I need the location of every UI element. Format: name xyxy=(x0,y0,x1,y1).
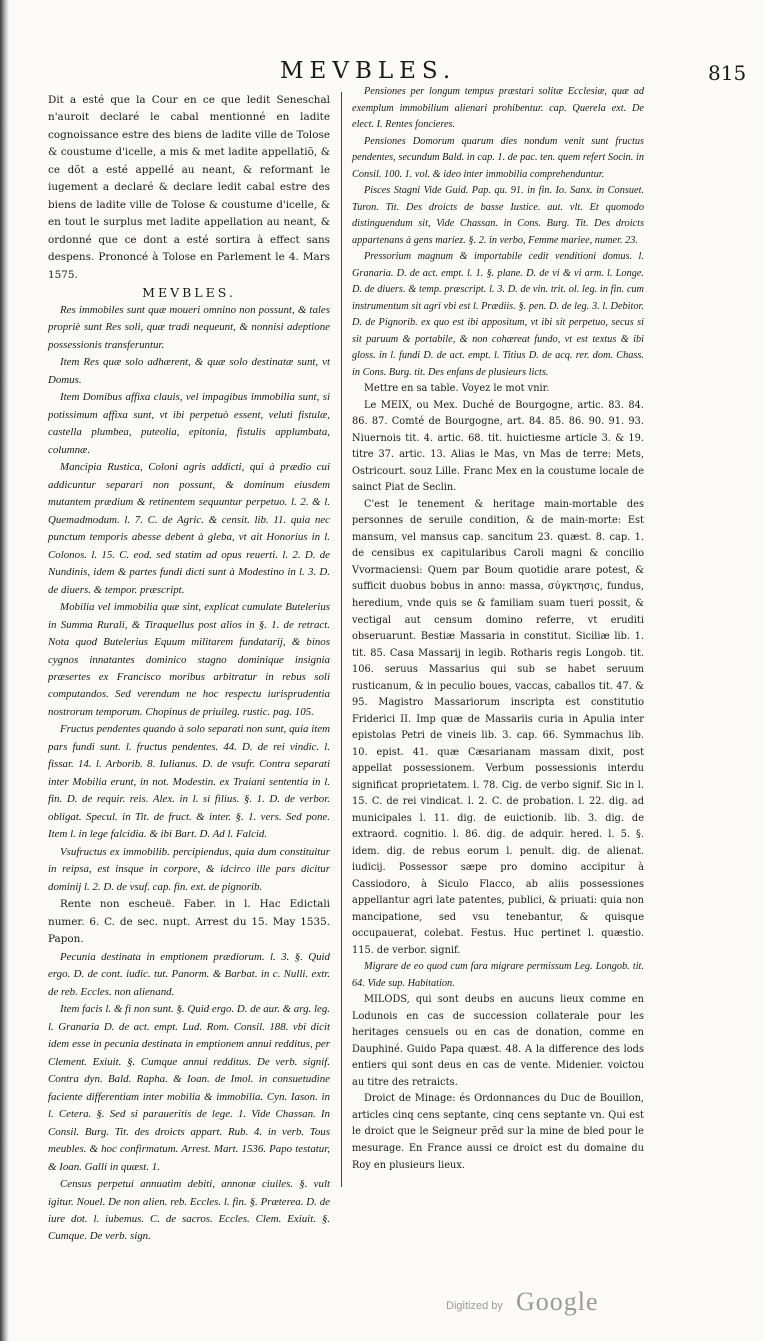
right-column xyxy=(352,84,644,1174)
paragraph: Res immobiles sunt quæ moueri omnino non possunt, & tales propriè sunt Res soli, quæ tradi nequeunt, & nonnisi adeptione possessionis transferuntur. xyxy=(48,303,330,351)
left-column xyxy=(48,92,330,1246)
paragraph: Mettre en sa table. Voyez le mot vnir. xyxy=(364,383,550,395)
google-logo: Google xyxy=(516,1287,599,1316)
page-number: 815 xyxy=(708,61,747,85)
paragraph: Item facis l. & fi non sunt. §. Quid ergo. D. de aur. & arg. leg. l. Granaria D. de act. empt. Lud. Rom. Consil. 188. vbi dicit idem esse in pecunia destinata in emptionem annui redditus, per Clement. Exiuit. §. Cumque annui redditus. De verb. signif. Contra dyn. Bald. Rapha. & Ioan. de Imol. in consuetudine faciente differentiam inter mobilia & immobilia. Cyn. Iason. in l. Cetera. §. Sed si paraueritis de lege. 1. Vide Chassan. In Consil. Burg. Tit. des droicts appart. Rub. 4. in verb. Tous meubles. & hoc confirmatum. Arrest. Mart. 1536. Papo testatur, & Ioan. Galli in quæst. 1. xyxy=(48,1003,330,1173)
paragraph: Fructus pendentes quando à solo separati non sunt, quia item pars fundi sunt. l. fructus pendentes. 44. D. de rei vindic. l. fissar. 14. l. Arborib. 8. Iulianus. D. de vsufr. Contra separati inter Mobilia erunt, in not. Modestin. ex Traiani sententia in l. fin. D. de requir. reis. Alex. in l. si filius. §. 1. D. de verbor. obligat. Specul. in Tit. de fruct. & inter. §. 1. vers. Sed pone. Item l. in lege falcidia. & ibi Bart. D. Ad l. Falcid. xyxy=(48,723,330,841)
paragraph: Le MEIX, ou Mex. Duché de Bourgogne, artic. 83. 84. 86. 87. Comté de Bourgogne, art. 84. 85. 86. 90. 91. 93. Niuernois tit. 4. artic. 68. tit. huictiesme article 3. & 19. titre 37. artic. 13. Alias le Mas, vn Mas de terre: Mets, Ostricourt. souz Lille. Franc Mex en la coustume locale de sainct Piat de Seclin. xyxy=(352,399,644,494)
paragraph: Rente non escheuë. Faber. in l. Hac Edictali numer. 6. C. de sec. nupt. Arrest du 15. May 1535. Papon. xyxy=(48,898,330,946)
column-divider xyxy=(341,92,342,1187)
running-head: MEVBLES. xyxy=(280,58,457,84)
paragraph: Census perpetui annuatim debiti, annonæ ciuiles. §. vult igitur. Nouel. De non alien. reb. Eccles. l. fin. §. Præterea. D. de iure dot. l. iubemus. C. de sacros. Eccles. Clem. Exiuit. §. Cumque. De verb. sign. xyxy=(48,1178,330,1243)
paragraph: Pensiones per longum tempus præstari solitæ Ecclesiæ, quæ ad exemplum immobilium alienari prohibentur. cap. Querela ext. De elect. I. Rentes foncieres. xyxy=(352,86,644,131)
google-watermark xyxy=(444,1287,604,1319)
opening-paragraph: Dit a esté que la Cour en ce que ledit Seneschal n'auroit declaré le cabal mentionné en ladite cognoissance estre des biens de ladite ville de Tolose & coustume d'icelle, a mis & met ladite appellatiõ, & ce dõt a esté appellé au neant, & reformant le iugement a declaré & declare ledit cabal estre des biens de ladite ville de Tolose & coustume d'icelle, & en tout le surplus met ladite appellation au neant, & ordonné que ce dont a esté sortira à effect sans despens. Prononcé à Tolose en Parlement le 4. Mars 1575. xyxy=(48,94,330,281)
paragraph: Item Res quæ solo adhærent, & quæ solo destinatæ sunt, vt Domus. xyxy=(48,356,330,386)
paragraph: Migrare de eo quod cum fara migrare permissum Leg. Longob. tit. 64. Vide sup. Habitation. xyxy=(352,961,644,989)
digitized-by-text: Digitized by xyxy=(446,1300,503,1312)
paragraph: Mobilia vel immobilia quæ sint, explicat cumulate Butelerius in Summa Rurali, & Tiraquellus post alios in §. 1. de retract. Nota quod Butelerius Equum militarem fundatarij, & binos cygnos innatantes dominico stagno dominique insignia præsertes ex Francisco moribus arbitratur in rebus soli computandos. Sed verendum ne hoc respectu iurisprudentia nostrorum temporum. Chopinus de priuileg. rustic. pag. 105. xyxy=(48,601,330,718)
paragraph: Pecunia destinata in emptionem prædiorum. l. 3. §. Quid ergo. D. de cont. iudic. tut. Panorm. & Barbat. in c. Nulli. extr. de reb. Eccles. non alienand. xyxy=(48,950,330,998)
paragraph: MILODS, qui sont deubs en aucuns lieux comme en Lodunois en cas de succession collaterale pour les heritages censuels ou en cas de donation, comme en Dauphiné. Guido Papa quæst. 48. A la difference des lods entiers qui sont deus en cas de vente. Midenier. voictou au titre des retraicts. xyxy=(352,994,644,1088)
paragraph: Pisces Stagni Vide Guid. Pap. qu. 91. in fin. Io. Sanx. in Consuet. Turon. Tit. Des droicts de basse Iustice. aut. vlt. Et quomodo distinguendum sit, Vide Chassan. in Cons. Burg. Tit. Des droicts appartenans à gens mariez. §. 2. in verbo, Femme mariee, numer. 23. xyxy=(352,185,644,246)
paragraph: Pressorium magnum & importabile cedit venditioni domus. l. Granaria. D. de act. empt. l. 1. §. plane. D. de vi & vi arm. l. Longe. D. de diuers. & temp. præscript. l. 3. D. de vin. trit. ol. leg. in fin. cum instrumentum sit agri vbi est l. Prædiis. §. pen. D. de leg. 3. l. Debitor. D. de Pignorib. ex quo est ibi appositum, vt ibi sit perpetuo, secus si sit paruum & portabile, & non cohæreat fundo, vt est textus & ibi gloss. in l. fundi D. de act. empt. l. Titius D. de acq. rer. dom. Chass. in Cons. Burg. tit. Des enfans de plusieurs licts. xyxy=(352,251,644,378)
paragraph: Pensiones Domorum quarum dies nondum venit sunt fructus pendentes, secundum Bald. in cap. 1. de pac. ten. quem refert Socin. in Consil. 100. 1. vol. & ideo inter immobilia comprehenduntur. xyxy=(352,135,644,180)
paragraph: C'est le tenement & heritage main-mortable des personnes de seruile condition, & de main-morte: Est mansum, vel mansus cap. sancitum 23. quæst. 8. cap. 1. de censibus ex capitularibus Caroli magni & concilio Vvormaciensi: Quem par Boum quotidie arare potest, & sufficit duobus bobus in anno: massa, σύγκτησις, fundus, heredium, vnde quis se & familiam suam tueri possit, & vectigal aut censum domino referre, vt eruditi obseruarunt. Bestiæ Massaria in constitut. Siciliæ lib. 1. tit. 85. Casa Massarij in legib. Rotharis regis Longob. tit. 106. seruus Massarius qui sub se habet seruum rusticanum, & in peculio boues, vaccas, caballos tit. 47. & 95. Magistro Massariorum inscripta est constitutio Friderici II. Imp quæ de Massariis curia in Apulia inter epistolas Petri de vineis lib. 3. cap. 66. Symmachus lib. 10. epist. 41. quæ Cæsarianam massam dixit, post appellat possessionem. Verbum possessionis interdu significat proprietatem. l. 78. Cig. de verbo signif. Sic in l. 15. C. de rei vindicat. l. 2. C. de probation. l. 22. dig. ad municipales l. 11. dig. de euictionib. lib. 3. dig. de extraord. cognitio. l. 86. dig. de adquir. hered. l. 5. §. idem. dig. de rebus eorum l. penult. dig. de alienat. iudicij. Possessor sæpe pro domino accipitur à Cassiodoro, à Siculo Flacco, ab aliis possessiones appellantur agri late patentes, publici, & priuati: quia non mancipatione, sed vsu tenebantur, & quisque occupauerat, colebat. Festus. Huc pertinet l. quæstio. 115. de verbor. signif. xyxy=(352,498,644,956)
section-heading: MEVBLES. xyxy=(142,285,236,301)
paragraph: Vsufructus ex immobilib. percipiendus, quia dum constituitur in reipsa, est insque in corpore, & idcirco ille pars dicitur dominij l. 2. D. de vsuf. cap. fin. ext. de pignorib. xyxy=(48,845,330,893)
paragraph: Droict de Minage: és Ordonnances du Duc de Bouillon, articles cinq cens septante, cinq cens septante vn. Qui est le droict que le Seigneur prẽd sur la mine de bled pour le mesurage. En France aussi ce droict est du domaine du Roy en plusieurs lieux. xyxy=(352,1093,644,1171)
paragraph: Mancipia Rustica, Coloni agris addicti, qui à prædio cui addicuntur separari non possunt, & dominum eiusdem mutantem prædium & retinentem sequuntur perpetuo. l. 2. & l. Quemadmodum. l. 7. C. de Agric. & censit. lib. 11. quia nec punctum temporis abesse debent à gleba, vt ait Honorius in l. Colonos. l. 15. C. eod. sed statim ad opus reuerti. l. 2. D. de Nundinis, idem & partes fundi dicti sunt à Modestino in l. 3. D. de diuers. & tempor. præscript. xyxy=(48,461,330,596)
page-binding-edge xyxy=(0,0,9,1341)
paragraph: Item Domibus affixa clauis, vel impagibus immobilia sunt, si potissimum affixa sunt, vt ibi perpetuò essent, veluti fistulæ, castella plumbea, puteolia, epitonia, fistulis applumbata, columnæ. xyxy=(48,391,330,456)
